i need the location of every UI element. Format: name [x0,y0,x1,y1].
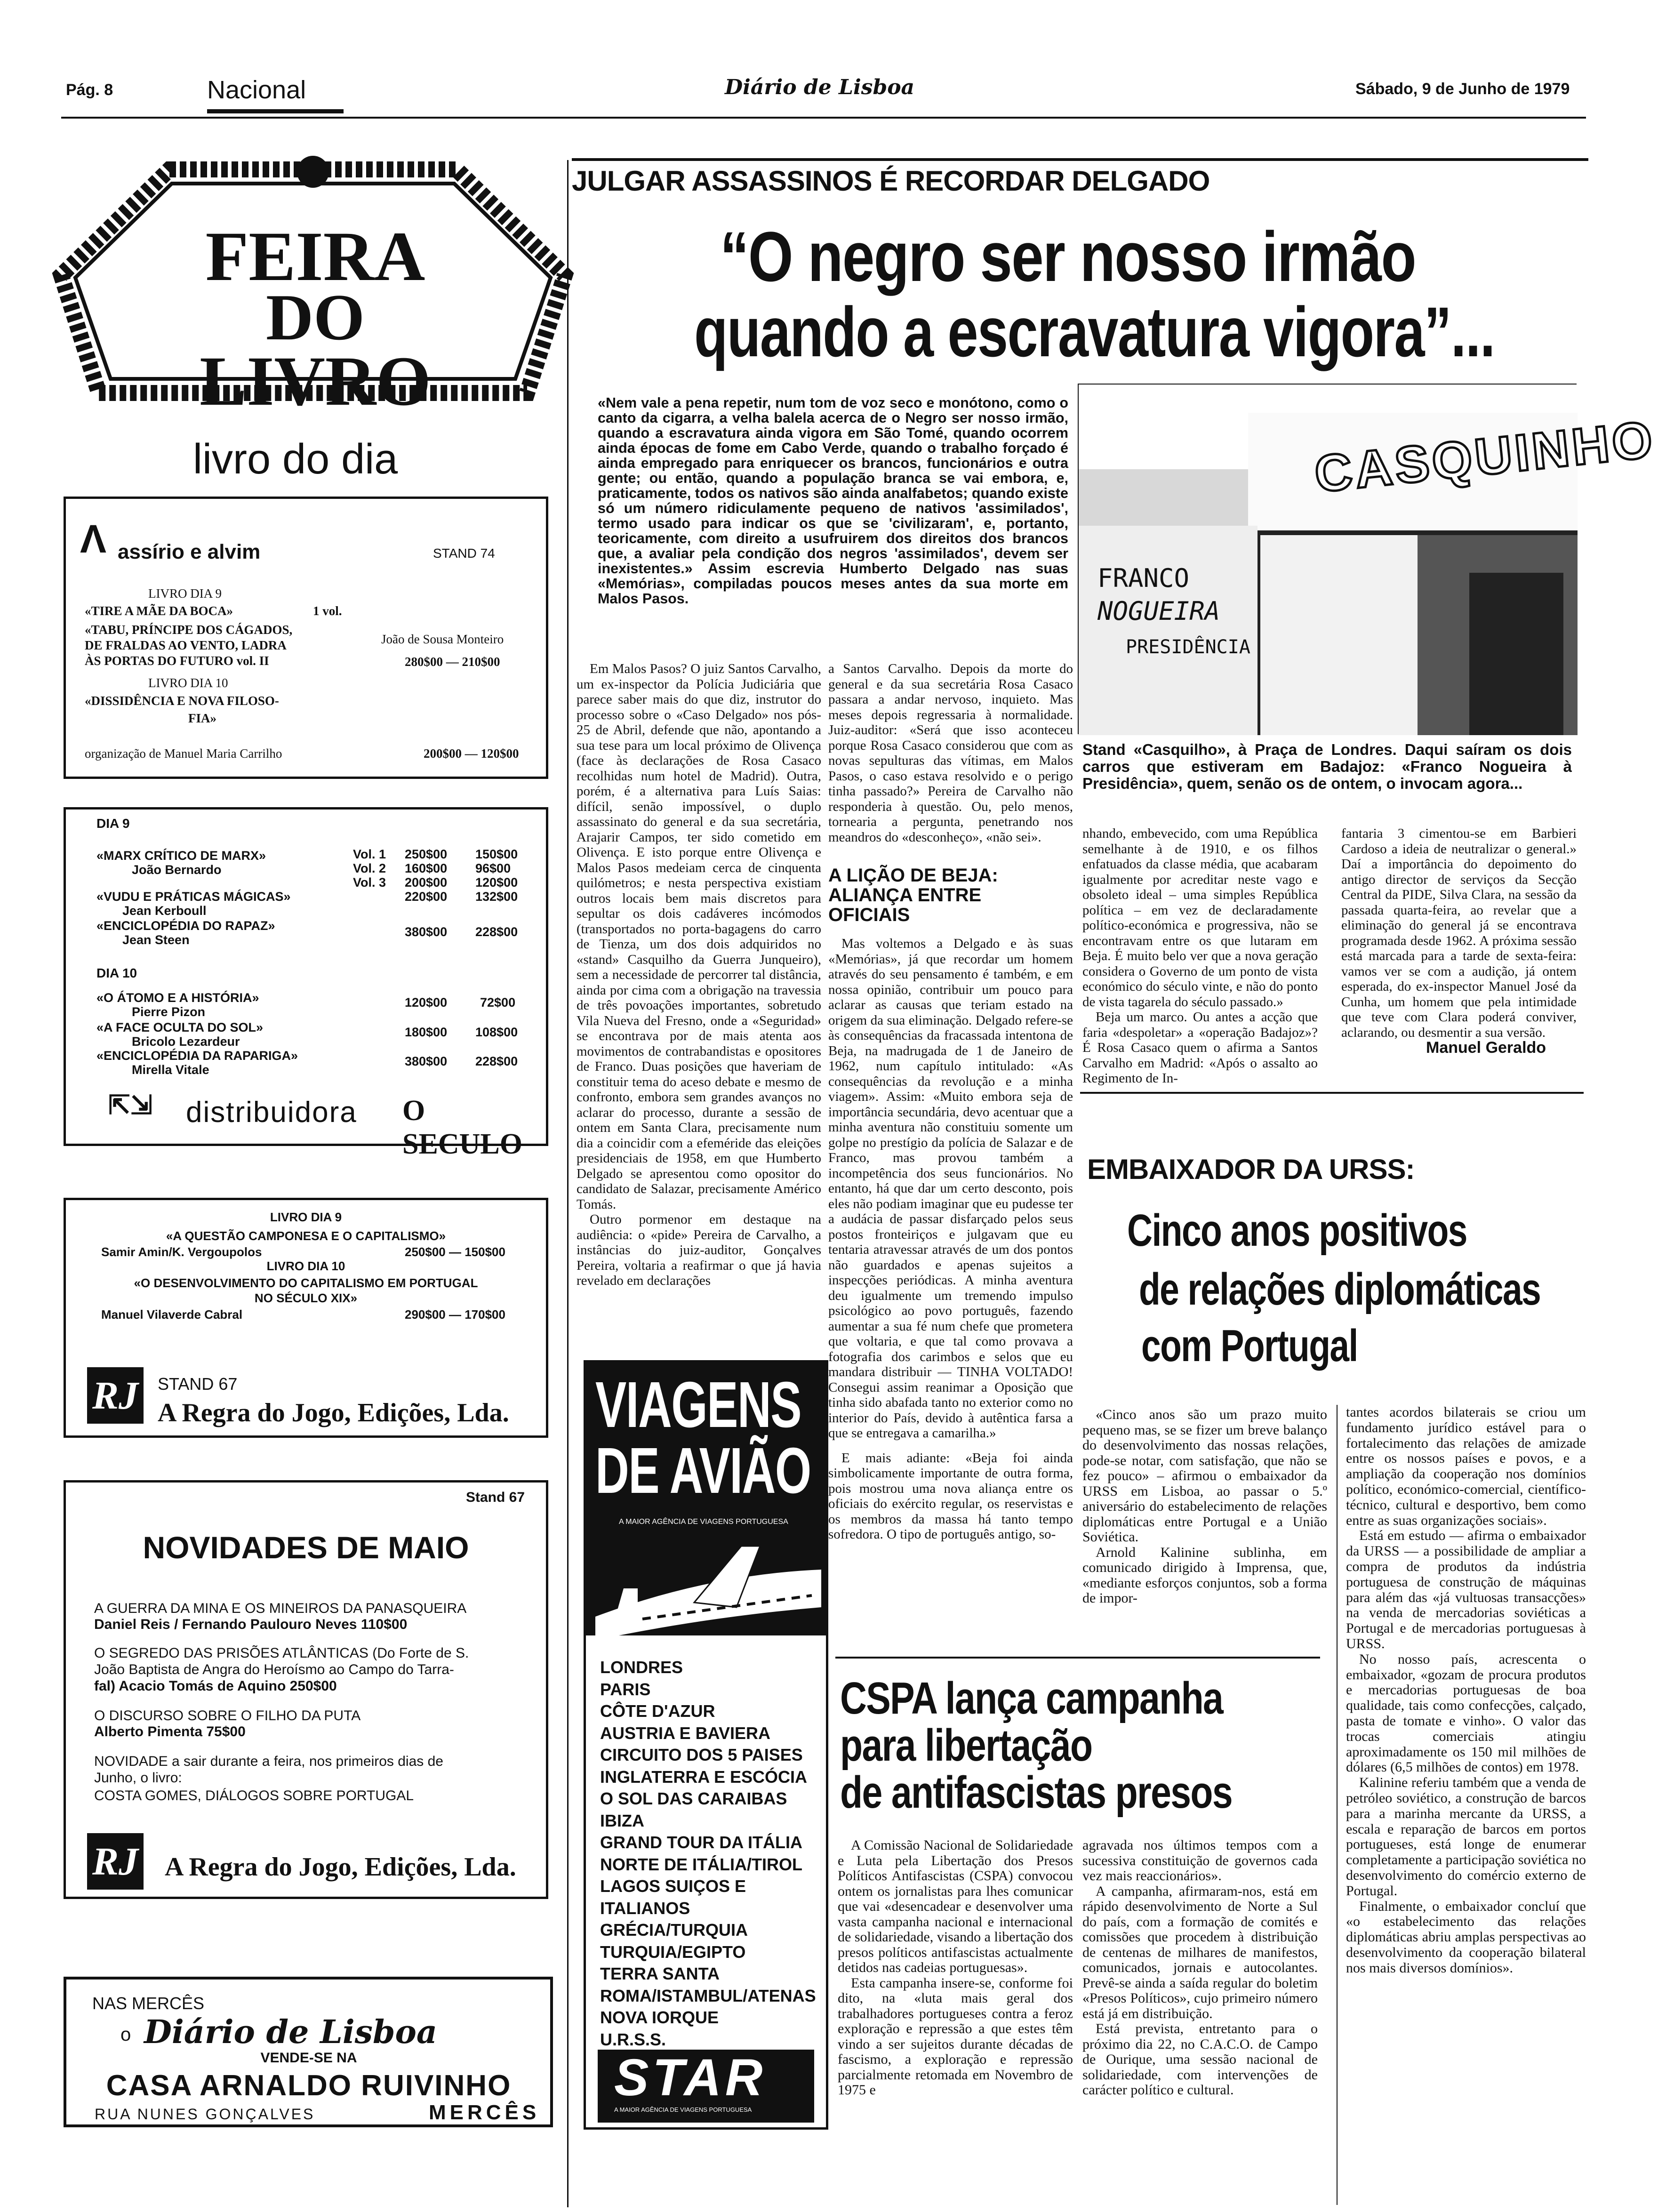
top-rule [572,158,1588,161]
destination-item: TURQUIA/EGIPTO [600,1942,746,1962]
casquinho-sign: CASQUINHO [1312,410,1658,504]
delgado-col1-p1: Em Malos Pasos? O juiz Santos Carvalho, um ex-inspector da Polícia Judiciária que parece saber mais do que diz, instrutor do processo sobre o «Caso Delgado» nos pós-25 de Abril, defende que não, apontando a sua tese para um local próximo de Olivença (face às declarações de Rosa Casaco recolhidas num hotel de Madrid). Outra, porém, é a alternativa para Luís Saias: difícil, senão impossível, o duplo assassinato do general e da sua secretária, Arajarir Campos, ter sido cometido em Olivença. E isto porque entre Olivença e Malos Pasos medeiam cerca de cinquenta quilómetros; e nesta perspectiva existiam outros locais bem mais discretos para sepultar os dois cadáveres incómodos (transportados no porta-bagagens do carro de Tienza, um dos dois adquiridos no «stand» Casquilho da Guerra Junqueiro), sem a necessidade de percorrer tal distância, ainda por cima com a obrigação na travessia de três povoações importantes, sobretudo Vila Nueva del Fresno, onde a «Seguridad» se encontrava por de mais atenta aos movimentos de contrabandistas e opositores de Franco. Duas posições que haveriam de constituir tema do aceso debate e mesmo de confronto, embora sem grandes avanços no aclarar do processo, durante a sessão de ontem em Santa Clara, precisamente num dia a coincidir com a efeméride das eleições presidenciais de 1958, em que Humberto Delgado se apresentou como opositor do candidato de Salazar, precisamente Américo Tomás. [577,661,821,1212]
destination-item: TERRA SANTA [600,1964,720,1983]
seculo-new-price: 132$00 [475,890,518,904]
regra-day9: LIVRO DIA 9 [270,1210,342,1224]
seculo-old-price: 380$00 [405,1054,448,1068]
assirio-book2-price: 280$00 — 210$00 [405,655,500,669]
seculo-old-price: 220$00 [405,890,448,904]
assirio-book1-vol: 1 vol. [313,604,342,618]
seculo-day10: DIA 10 [96,966,137,980]
seculo-new-price: 108$00 [475,1025,518,1039]
regra-publisher: A Regra do Jogo, Edições, Lda. [158,1398,509,1427]
urss-top-rule [1080,1092,1584,1094]
destination-item: PARIS [600,1679,651,1699]
seculo-ad [64,807,548,1160]
regra-ad-1 [64,1198,548,1438]
novidades-item1-title: A GUERRA DA MINA E OS MINEIROS DA PANASQUEIRA [94,1601,467,1616]
assirio-book3-org: organização de Manuel Maria Carrilho [85,746,282,761]
regra-book1: «A QUESTÃO CAMPONESA E O CAPITALISMO» [166,1229,446,1243]
delgado-col3-p1: nhando, embevecido, com uma República semelhante à de 1910, e os filhos enfatuados da classe média, que acabaram igualmente por acreditar neste vago e obsoleto ideal – uma simples República política – em vez de declaradamente político-económica e progressiva, não se encontravam entre os que lutaram em Beja. É muito belo ver que a nova geração considera o Governo de um ponto de vista económico do século vinte, e não do ponto de vista tagarela do século passado.» [1082,826,1318,1010]
viagens-title-2: DE AVIÃO [595,1435,811,1507]
seculo-book-sol: «A FACE OCULTA DO SOL» [96,1020,264,1034]
seculo-old-price: 200$00 [405,875,448,890]
destination-item: O SOL DAS CARAIBAS [600,1789,787,1808]
seculo-old-price: 250$00 [405,847,448,861]
destination-item: LAGOS SUIÇOS E ITALIANOS [600,1876,746,1918]
page-header [0,0,1657,122]
cspa-headline-1: CSPA lança campanha [840,1673,1223,1723]
urss-col-divider [1337,1405,1338,2205]
urss-kicker: EMBAIXADOR DA URSS: [1087,1154,1415,1185]
assirio-book3-line1: «DISSIDÊNCIA E NOVA FILOSO- [85,694,279,708]
delgado-headline-1: “O negro ser nosso irmão [720,217,1416,296]
delgado-col4-p1: fantaria 3 cimentou-se em Barbieri Cardoso a ideia de neutralizar o general.» Daí a importância do depoimento do antigo director de serviços da Secção Central da PIDE, Silva Clara, na sessão da passada quarta-feira, ao revelar que a eliminação do general já se encontrava programada desde 1962. A próxima sessão está marcada para a tarde de sexta-feira: vamos ver se com a audição, já ontem esperada, do ex-inspector Manuel José da Cunha, um homem que pela intimidade que teve com Clara poderá conviver, aclarando, ou desmentir a sua versão. [1341,826,1577,1040]
seculo-author-atomo: Pierre Pizon [132,1005,206,1019]
merces-line2-prefix: o [120,2024,131,2045]
cspa-top-rule [835,1657,1320,1659]
graffiti-line3: PRESIDÊNCIA [1126,636,1250,658]
assirio-book3-line2: FIA» [188,711,216,725]
destination-item: GRAND TOUR DA ITÁLIA [600,1833,802,1852]
regra-book2-line2: NO SÉCULO XIX» [254,1291,358,1305]
regra-price2: 290$00 — 170$00 [405,1307,505,1322]
novidades-item4-line3: COSTA GOMES, DIÁLOGOS SOBRE PORTUGAL [94,1788,414,1803]
destination-item: CIRCUITO DOS 5 PAISES [600,1745,803,1764]
regra-price1: 250$00 — 150$00 [405,1245,505,1259]
cspa-headline-3: de antifascistas presos [840,1767,1232,1818]
merces-place: MERCÊS [429,2101,540,2124]
viagens-destinations [600,1657,821,2051]
urss-col2-p4: Kalinine referiu também que a venda de petróleo soviético, a construção de barcos para a marinha mercante da URSS, a escala e reparação de barcos em portos portugueses, está longe de enumerar completamente a participação soviética no desenvolvimento do comércio externo de Portugal. [1346,1775,1586,1899]
casquinho-photo [1078,384,1658,734]
destination-item: NOVA IORQUE [600,2008,719,2027]
feira-title-1: FEIRA [205,217,425,296]
section-underline [207,109,344,113]
assirio-ad [64,497,548,779]
rj-logo: RJ [87,1833,144,1890]
novidades-item4-line2: Junho, o livro: [94,1770,182,1786]
airplane-icon [586,1518,826,1654]
cspa-headline-2: para libertação [840,1720,1092,1771]
seculo-book-vudu: «VUDU E PRÁTICAS MÁGICAS» [96,890,291,904]
destination-item: LONDRES [600,1658,683,1677]
urss-col2-p2: Está em estudo — afirma o embaixador da URSS — a possibilidade de ampliar a compra de produtos da indústria portuguesa de construção de máquinas para além das «já vultuosas transacções» na venda de mercadorias soviéticas a Portugal e de mercadorias portuguesas à URSS. [1346,1528,1586,1651]
seculo-author-marx: João Bernardo [132,863,222,877]
assirio-day9: LIVRO DIA 9 [148,586,222,601]
urss-col1 [1082,1407,1327,1606]
cspa-col2 [1082,1838,1318,2098]
cspa-col1-p2: Esta campanha insere-se, conforme foi dito, na «luta mais geral dos trabalhadores portugueses contra a feroz exploração e repressão a que estes têm vindo a ser sujeitos durante décadas de fascismo, a exploração e repressão parcialmente retomada em Novembro de 1975 e [838,1975,1073,2098]
novidades-ad [64,1480,548,1899]
assirio-book2-author: João de Sousa Monteiro [381,632,504,646]
delgado-col2-p3: E mais adiante: «Beja foi ainda simbolicamente importante de outra forma, pois mostrou uma nova aliança entre os oficiais do exército regular, os reservistas e os membros da massa há tanto tempo sofredora. O tipo de português antigo, so- [828,1450,1073,1542]
novidades-item3-author: Alberto Pimenta 75$00 [94,1724,246,1739]
seculo-old-price: 180$00 [405,1025,448,1039]
seculo-author-rapariga: Mirella Vitale [132,1063,209,1077]
novidades-item2-line3: fal) Acacio Tomás de Aquino 250$00 [94,1678,337,1694]
delgado-lead: «Nem vale a pena repetir, num tom de voz seco e monótono, como o canto da cigarra, a velha balela acerca de o Negro ser nosso irmão, quando a escravatura ainda vigora em São Tomé, quando ocorrem ainda épocas de fome em Cabo Verde, quando o trabalho forçado é ainda empregado para enriquecer os brancos, funcionários e outra gente; ou então, quando a população branca se vai embora, e, praticamente, todos os nativos são ainda analfabetos; quando existe só um número ridiculamente pequeno de nativos 'assimilados', termo usado para indicar os que se 'civilizaram', e, portanto, teoricamente, com direito a usufruirem dos direitos dos brancos que, a avaliar pela condição dos negros 'assimilados', devem ser inexistentes.» Assim escrevia Humberto Delgado nas suas «Memórias», compiladas poucos meses antes da sua morte em Malos Pasos. [598,395,1068,607]
destination-item: U.R.S.S. [600,2029,666,2049]
graffiti-line2: NOGUEIRA [1097,596,1220,626]
destination-item: CÔTE D'AZUR [600,1701,715,1721]
delgado-headline-2: quando a escravatura vigora”... [694,292,1495,371]
regra-day10: LIVRO DIA 10 [266,1259,345,1273]
merces-line4: CASA ARNALDO RUIVINHO [106,2069,512,2102]
delgado-byline: Manuel Geraldo [1426,1039,1546,1057]
cspa-col1 [838,1838,1073,2098]
merces-masthead: Diário de Lisboa [144,2013,437,2051]
feira-title-3: LIVRO [200,342,431,420]
seculo-vol1: Vol. 1 [353,847,386,861]
regra-author2: Manuel Vilaverde Cabral [101,1307,243,1322]
issue-date: Sábado, 9 de Junho de 1979 [1355,80,1570,98]
page-number: Pág. 8 [66,81,113,99]
merces-street: RUA NUNES GONÇALVES [95,2106,315,2123]
feira-title-2: DO [266,281,365,354]
cspa-col1-p1: A Comissão Nacional de Solidariedade e Luta pela Libertação dos Presos Políticos Antifascistas (CSPA) convocou ontem os jornalistas para lhes comunicar que vai «desencadear e desenvolver uma vasta campanha nacional e internacional de solidariedade, visando a libertação dos presos políticos antifascistas actualmente detidos nas cadeias portuguesas». [838,1837,1073,1975]
seculo-old-price: 380$00 [405,925,448,939]
cspa-col2-p3: Está prevista, entretanto para o próximo dia 22, no C.A.C.O. de Campo de Ourique, uma sessão nacional de solidariedade, com intervenções de carácter político e cultural. [1082,2021,1318,2098]
seculo-day9: DIA 9 [96,816,130,831]
urss-headline-3: com Portugal [1141,1321,1358,1371]
urss-col2-p5: Finalmente, o embaixador concluí que «o estabelecimento das relações diplomáticas abriu amplas perspectivas ao desenvolvimento da cooperação bilateral nos mais diversos domínios». [1346,1898,1586,1976]
delgado-subhead: A LIÇÃO DE BEJA: ALIANÇA ENTRE OFICIAIS [828,865,998,925]
destination-item: NORTE DE ITÁLIA/TIROL [600,1854,802,1874]
seculo-new-price: 72$00 [480,995,516,1010]
novidades-item1-authors: Daniel Reis / Fernando Paulouro Neves 110$00 [94,1617,408,1632]
seculo-new-price: 96$00 [475,861,511,875]
seculo-vol2: Vol. 2 [353,861,386,875]
delgado-col2-p2: Mas voltemos a Delgado e às suas «Memórias», já que recordar um homem através do seu pensamento é também, e em nossa opinião, contribuir um pouco para aclarar as causas que teriam estado na origem da sua eliminação. Delgado refere-se às consequências da fracassada intentona de Beja, na madrugada de 1 de Janeiro de 1962, num capítulo intitulado: «As consequências da revolução e a minha viagem». Assim: «Muito embora seja de importância secundária, devo acentuar que a minha aventura não constituiu somente um golpe no prestígio da polícia de Salazar e de Franco, mas provou também a incompetência dos seus funcionários. No entanto, há que dar um certo desconto, pois eles não podiam imaginar que eu pudesse ter a audácia de passar disfarçado pelos seus postos fronteiriços e julgavam que eu tentaria atravessar através de um dos pontos não guardados e apenas sujeitos a inspecções periódicas. A minha aventura deu igualmente um tremendo impulso psicológico ao povo português, fazendo aumentar a sua fé num chefe que prometera que voltaria, e que tal como provava a fotografia dos carimbos e selos que eu mandara distribuir — TINHA VOLTADO! Consegui assim reanimar a Oposição que tinha sido abafada tanto no exterior como no interior do País, devido à autêntica farsa a que se entregava a camarilha.» [828,936,1073,1441]
merces-line3: VENDE-SE NA [260,2050,357,2066]
urss-headline-1: Cinco anos positivos [1127,1205,1467,1256]
seculo-author-sol: Bricolo Lezardeur [132,1034,240,1049]
feira-do-livro-emblem [52,158,574,497]
destination-item: AUSTRIA E BAVIERA [600,1723,771,1743]
arrows-logo-icon: ⇱⇲ [108,1090,152,1120]
graffiti-line1: FRANCO [1097,563,1190,593]
assirio-stand: STAND 74 [433,546,495,561]
seculo-vol3: Vol. 3 [353,875,386,890]
column-divider [567,160,569,2207]
destination-item: GRÉCIA/TURQUIA [600,1920,748,1940]
seculo-book-rapariga: «ENCICLOPÉDIA DA RAPARIGA» [96,1049,298,1063]
merces-line1: NAS MERCÊS [92,1994,205,2013]
header-rule [61,117,1586,119]
seculo-new-price: 228$00 [475,925,518,939]
viagens-tagline: A MAIOR AGÊNCIA DE VIAGENS PORTUGUESA [619,1518,788,1526]
seculo-book-marx: «MARX CRÍTICO DE MARX» [96,849,266,863]
assirio-logo-icon: Λ [80,517,107,561]
merces-ad [64,1977,553,2127]
seculo-name: O SECULO [402,1095,522,1160]
seculo-distributor: distribuidora [186,1096,357,1129]
urss-col1-p2: Arnold Kalinine sublinha, em comunicado dirigido à Imprensa, que, «mediante esforços conjuntos, sob a forma de impor- [1082,1544,1327,1606]
regra-stand: STAND 67 [158,1374,238,1394]
masthead: Diário de Lisboa [725,75,915,99]
seculo-book-rapaz: «ENCICLOPÉDIA DO RAPAZ» [96,919,275,933]
novidades-stand: Stand 67 [466,1490,525,1505]
viagens-title-1: VIAGENS [595,1369,801,1441]
urss-col2-p3: No nosso país, acrescenta o embaixador, «gozam de procura produtos e mercadorias portuguesas de boa qualidade, tais como confecções, calçado, pasta de tomate e vinho». O valor das trocas comerciais atingiu aproximadamente os 150 mil milhões de dólares (6,5 milhões de contos) em 1978. [1346,1651,1586,1775]
seculo-author-vudu: Jean Kerboull [122,904,207,918]
urss-headline-2: de relações diplomáticas [1139,1264,1541,1314]
seculo-author-rapaz: Jean Steen [122,933,190,947]
rj-logo: RJ [87,1367,144,1424]
novidades-title: NOVIDADES DE MAIO [143,1530,469,1565]
delgado-col3 [1082,826,1318,1086]
delgado-col3-p2: Beja um marco. Ou antes a acção que faria «despoletar» a «operação Badajoz»? É Rosa Casaco quem o afirma a Santos Carvalho em Madrid: «Após o assalto ao Regimento de In- [1082,1010,1318,1086]
seculo-new-price: 150$00 [475,847,518,861]
delgado-col4 [1341,826,1577,1040]
assirio-book2-line2: DE FRALDAS AO VENTO, LADRA [85,638,287,652]
delgado-kicker: JULGAR ASSASSINOS É RECORDAR DELGADO [572,165,1210,197]
cspa-col2-p2: A campanha, afirmaram-nos, está em rápido desenvolvimento de Norte a Sul do país, com a formação de comités e comissões que procedem à distribuição de centenas de milhares de manifestos, comunicados, jornais e autocolantes. Prevê-se ainda a saída regular do boletim «Presos Políticos», cujo primeiro número está já em distribuição. [1082,1883,1318,2021]
regra-book2-line1: «O DESENVOLVIMENTO DO CAPITALISMO EM PORTUGAL [134,1276,478,1290]
regra-author1: Samir Amin/K. Vergoupolos [101,1245,262,1259]
assirio-publisher: assírio e alvim [118,540,261,563]
novidades-item4-line1: NOVIDADE a sair durante a feira, nos primeiros dias de [94,1754,443,1769]
viagens-ad [584,1360,828,2130]
novidades-item2-line2: João Baptista de Angra do Heroísmo ao Campo do Tarra- [94,1662,454,1677]
novidades-item3-title: O DISCURSO SOBRE O FILHO DA PUTA [94,1708,361,1723]
urss-col1-p1: «Cinco anos são um prazo muito pequeno mas, se se fizer um breve balanço do desenvolvimento das nossas relações, pode-se notar, com satisfação, que não se fez pouco» – afirmou o embaixador da URSS em Lisboa, ao passar o 5.º aniversário do estabelecimento de relações diplomáticas entre Portugal e a União Soviética. [1082,1407,1327,1545]
urss-col2 [1346,1405,1586,1976]
delgado-col1-p2: Outro pormenor em destaque na audiência: o «pide» Pereira de Carvalho, a instâncias do juiz-auditor, Gonçalves Pereira, voltaria a reafirmar o que já havia revelado em declarações [577,1212,821,1288]
destination-item: IBIZA [600,1811,644,1830]
seculo-book-atomo: «O ÁTOMO E A HISTÓRIA» [96,991,259,1005]
feira-subtitle: livro do dia [193,436,398,483]
seculo-old-price: 120$00 [405,995,448,1010]
assirio-book2-line1: «TABU, PRÍNCIPE DOS CÁGADOS, [85,623,293,637]
delgado-col2-p1: a Santos Carvalho. Depois da morte do general e da sua secretária Rosa Casaco passara a andar nervoso, inquieto. Mas meses depois regressaria à normalidade. Juiz-auditor: «Será que isso aconteceu porque Rosa Casaco considerou que com as novas sepulturas das vítimas, em Malos Pasos, o caso estava resolvido e o perigo tinha passado?» Pereira de Carvalho não responderia à questão. Ou, pelo menos, tornearia a pergunta, penetrando nos meandros do «desconheço», «não sei». [828,661,1073,845]
section-name: Nacional [207,76,306,104]
destination-item: ROMA/ISTAMBUL/ATENAS [600,1986,816,2005]
assirio-book1: «TIRE A MÃE DA BOCA» [85,604,233,618]
seculo-old-price: 160$00 [405,861,448,875]
seculo-new-price: 120$00 [475,875,518,890]
cspa-col2-p1: agravada nos últimos tempos com a sucessiva constituição de governos cada vez mais reaccionários». [1082,1837,1318,1883]
delgado-col2 [828,661,1073,1542]
novidades-item2-line1: O SEGREDO DAS PRISÕES ATLÂNTICAS (Do Forte de S. [94,1645,469,1661]
novidades-publisher: A Regra do Jogo, Edições, Lda. [165,1852,516,1882]
assirio-book3-price: 200$00 — 120$00 [424,746,519,761]
delgado-col1 [577,661,821,1289]
seculo-new-price: 228$00 [475,1054,518,1068]
star-logo: STAR [614,2049,767,2107]
star-tagline: A MAIOR AGÊNCIA DE VIAGENS PORTUGUESA [614,2106,752,2113]
assirio-day10: LIVRO DIA 10 [148,676,228,690]
assirio-book2-line3: ÀS PORTAS DO FUTURO vol. II [85,654,269,668]
destination-item: INGLATERRA E ESCÓCIA [600,1767,808,1787]
urss-col2-p1: tantes acordos bilaterais se criou um fundamento jurídico estável para o fortalecimento das relações de amizade entre os nossos países e povos, e a ampliação da cooperação nos domínios político, económico-comercial, científico-técnico, cultural e desportivo, bem como entre as suas organizações sociais». [1346,1404,1586,1528]
photo-caption: Stand «Casquilho», à Praça de Londres. Daqui saíram os dois carros que estiveram em Badajoz: «Franco Nogueira à Presidência», quem, senão os de ontem, o invocam agora... [1082,741,1572,792]
